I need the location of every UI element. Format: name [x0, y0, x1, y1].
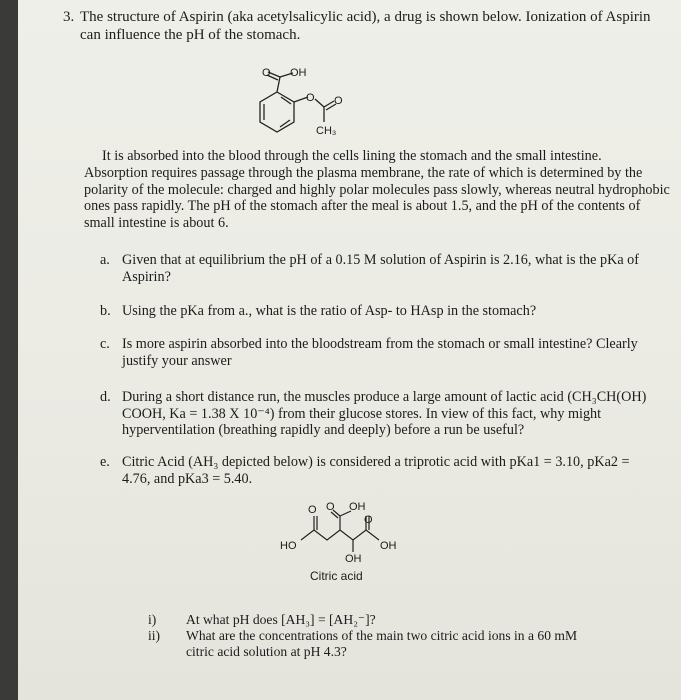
part-b-label: b. — [100, 303, 111, 319]
aspirin-ester-carbonyl-o: O — [334, 95, 343, 107]
citric-o-mid: O — [326, 501, 335, 513]
citric-ho-left: HO — [280, 540, 297, 552]
citric-o-right: O — [364, 514, 373, 526]
part-d-text: During a short distance run, the muscles produce a large amount of lactic acid (CH₃CH(OH) COOH, Ka = 1.38 X 10⁻⁴) from their glucose stores. In view of this fact, why might hyperventilation (breathing rapidly and deeply) before a run be useful? — [122, 389, 647, 438]
paragraph-rest: Absorption requires passage through the plasma membrane, the rate of which is determined by the polarity of the molecule: charged and highly polar molecules pass slowly, whereas neutral hydrophobic ones pass rapidly. The pH of the stomach after the meal is about 1.5, and the pH of the contents of small intestine is about 6. — [84, 164, 670, 232]
question-text: The structure of Aspirin (aka acetylsalicylic acid), a drug is shown below. Ionization of Aspirin can influence the pH of the stomach. — [80, 9, 651, 43]
citric-o-left: O — [308, 504, 317, 516]
part-c-text: Is more aspirin absorbed into the bloodstream from the stomach or small intestine? Clearly justify your answer — [122, 336, 638, 369]
part-b-text: Using the pKa from a., what is the ratio of Asp- to HAsp in the stomach? — [122, 303, 537, 319]
aspirin-hydroxyl: OH — [290, 67, 307, 79]
citric-oh-bottom: OH — [345, 553, 362, 565]
part-e-text: Citric Acid (AH₃ depicted below) is considered a triprotic acid with pKa1 = 3.10, pKa2 = 4.76, and pKa3 = 5.40. — [122, 454, 630, 487]
citric-oh-top: OH — [349, 501, 366, 513]
paragraph-line-1: It is absorbed into the blood through the cells lining the stomach and the small intestine. — [102, 148, 602, 164]
worksheet-page — [18, 0, 681, 700]
subpart-ii-label: ii) — [148, 628, 161, 643]
question-number: 3. — [63, 9, 75, 25]
citric-acid-caption: Citric acid — [310, 569, 363, 583]
part-d-label: d. — [100, 389, 111, 405]
part-a-text: Given that at equilibrium the pH of a 0.15 M solution of Aspirin is 2.16, what is the pKa of Aspirin? — [122, 252, 639, 285]
part-c-label: c. — [100, 336, 110, 352]
subpart-i-label: i) — [148, 612, 157, 627]
citric-oh-right: OH — [380, 540, 397, 552]
aspirin-ester-o: O — [306, 92, 315, 104]
part-e-label: e. — [100, 454, 110, 470]
subpart-i-text: At what pH does [AH₃] = [AH₂⁻]? — [186, 612, 376, 627]
aspirin-methyl: CH₃ — [316, 125, 337, 137]
part-a-label: a. — [100, 252, 110, 268]
aspirin-carbonyl-o: O — [262, 67, 271, 79]
citric-acid-structure — [18, 0, 681, 700]
subpart-ii-text: What are the concentrations of the main two citric acid ions in a 60 mM citric acid solution at pH 4.3? — [186, 628, 578, 659]
